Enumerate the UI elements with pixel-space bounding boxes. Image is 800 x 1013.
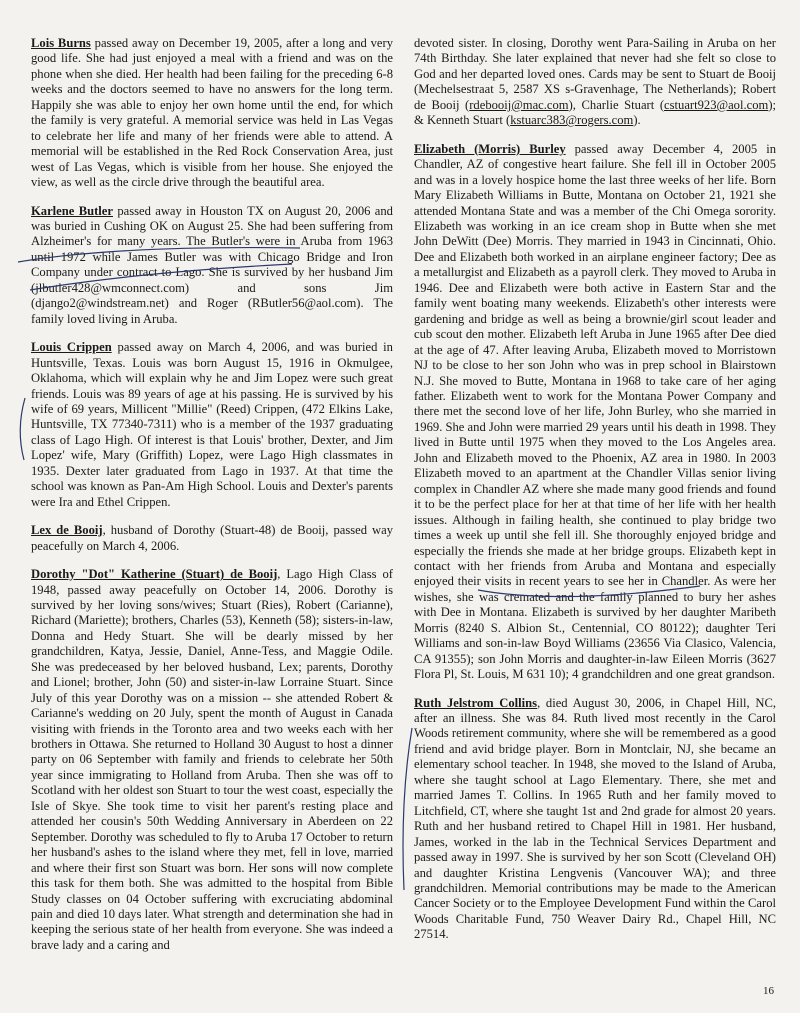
obituary-ruth-collins [414,696,776,943]
obituary-name: Lois Burns [31,36,91,50]
obituary-text: , died August 30, 2006, in Chapel Hill, NC, after an illness. She was 84. Ruth lived most recently in the Carol Woods retirement community, where she will be remembered as a good friend and avid bridge player. Born in Montclair, NJ, she became an elementary school teacher. In 1948, she moved to the Island of Aruba, where she taught school at Lago Elementary. There, she met and married James T. Collins. In 1965 Ruth and her family moved to Litchfield, CT, where she taught 1st and 2nd grade for almost 20 years. Ruth and her husband retired to Chapel Hill in 1981. Her husband, James, worked in the lab in the Technical Services Department and passed away in 1997. She is survived by her son Scott (Cleveland OH) and daughter Kristina Lengvenis (Vancouver WA); and three grandchildren. Memorial contributions may be made to the American Cancer Society or to the Employee Development Fund within the Carol Woods Charitable Fund, 750 Weaver Dairy Rd., Chapel Hill, NC 27514. [414,695,776,942]
left-column [31,36,393,966]
obituary-name: Karlene Butler [31,203,113,218]
obituary-elizabeth-burley [414,142,776,683]
obituary-text: , husband of Dorothy (Stuart-48) de Booij, passed way peacefully on March 4, 2006. [31,523,393,553]
obituary-name: Lex de Booij [31,523,103,538]
email-link[interactable]: rdebooij@mac.com [469,97,569,112]
page-number: 16 [763,985,774,997]
pen-bracket-ruth [403,728,412,890]
obituary-lex-de-booij [31,523,393,554]
pen-bracket-louis [20,398,25,460]
obituary-text: passed away on December 19, 2005, after a long and very good life. She had just enjoyed a meal with a friend and was on the phone when she died. Her health had been failing for the preceding 6-8 weeks and the doctors seemed to have no answers for the long term. Happily she was able to enjoy her own home until the end, for which the family is very grateful. A memorial service was held in Las Vegas to celebrate her life and many of her friends were able to attend. A memorial will be established in the Red Rock Conservation Area, just west of Las Vegas, which is visible from her house. She enjoyed the view, as well as the circle drive through the beautiful area. [31,36,393,190]
obituary-text: passed away December 4, 2005 in Chandler, AZ of congestive heart failure. She fell ill in October 2005 and was in a lovely hospice home the last three weeks of her life. Born Mary Elizabeth Williams in Butte, Montana on October 21, 1921 she attended Montana State and was a member of the Chi Omega sorority. Elizabeth was working in an ice cream shop in Butte when she met John DeWitt (Dee) Morris. They married in 1943 in Cincinnati, Ohio. Dee and Elizabeth both worked in an airplane engineer factory; Dee as a metallurgist and Elizabeth as a payroll clerk. They moved to Aruba in 1946. Dee and Elizabeth were both active in Eastern Star and the family went boating many weekends. Elizabeth's other interests were gardening and bridge as well as being a brownie/girl scout leader and cub scout den mother. Elizabeth left Aruba in June 1965 after Dee died at the age of 47. After leaving Aruba, Elizabeth moved to Morristown NJ to be close to her son John who was in prep school in Blairstown N.J. She moved to Butte, Montana in 1968 to take care of her aging father. Elizabeth went to work for the Montana Power Company and there met the second love of her life, John Burley, who she married in 1969. She and John were married 29 years until his death in 1998. They lived in Butte until 1975 when they moved to the Los Angeles area. John and Elizabeth moved to the Phoenix, AZ area in 1980. In 2003 Elizabeth moved to an apartment at the Chandler Villas senior living complex in Chandler AZ where she made many good friends and found it to be the perfect place for her at that time of her life with her health issues. Although in failing health, she continued to play bridge two times a week up until she fell ill. She thoroughly enjoyed bridge and especially the friends she made at her bridge groups. Elizabeth kept in contact with her friends from Aruba and Montana and especially enjoyed their visits in recent years to see her in Chandler. As were her wishes, she was cremated and the family planned to bury her ashes with Dee in Montana. Elizabeth is survived by her daughter Maribeth Morris (8240 S. Albion St., Centennial, CO 80122); daughter Teri Williams and son-in-law Boyd Williams (23656 Via Clasico, Valencia, CA 91355); son John Morris and daughter-in-law Eileen Morris (3627 Flora Pl, St. Louis, M 631 10); 4 grandchildren and one great grandson. [414,141,776,682]
obituary-lois-burns [31,36,393,191]
obituary-name: Louis Crippen [31,340,112,355]
obituary-name: Elizabeth (Morris) Burley [414,141,566,156]
obituary-name: Dorothy "Dot" Katherine (Stuart) de Booij [31,567,278,582]
obituary-text: passed away in Houston TX on August 20, 2006 and was buried in Cushing OK on August 25. She had been suffering from Alzheimer's for many years. The Butler's were in Aruba from 1963 until 1972 while James Butler was with Chicago Bridge and Iron Company under contract to Lago. She is survived by her husband Jim (jlbutler428@wmconnect.com) and sons Jim (django2@windstream.net) and Roger (RButler56@aol.com). The family loved living in Aruba. [31,203,393,326]
obituary-text: devoted sister. In closing, Dorothy went Para-Sailing in Aruba on her 74th Birthday. She later explained that never had she felt so close to God and her departed loved ones. Cards may be sent to Stuart de Booij (Mechelsestraat 5, 2587 XS s-Gravenhage, The Netherlands); Robert de Booij ( [414,36,776,112]
obituary-text: ), Charlie Stuart ( [568,97,665,112]
obituary-text: ); & Kenneth Stuart ( [414,97,777,128]
obituary-name: Ruth Jelstrom Collins [414,695,538,710]
obituary-louis-crippen [31,340,393,510]
right-column [414,36,776,956]
obituary-dorothy-de-booij [31,567,393,953]
obituary-dorothy-continued [414,36,776,129]
email-link[interactable]: kstuarc383@rogers.com [510,113,634,128]
obituary-text: passed away on March 4, 2006, and was buried in Huntsville, Texas. Louis was born August 15, 1916 in Okmulgee, Oklahoma, which will explain why he and Jim Lopez were such great friends. Louis was 89 years of age at his passing. He is survived by his wife of 69 years, Millicent "Millie" (Reed) Crippen, (472 Elkins Lake, Huntsville, TX 77340-7311) who is a member of the 1937 graduating class of Lago High. Of interest is that Louis' brother, Dexter, and Jim Lopez' wife, Mary (Griffith) Lopez, were Lago High classmates in 1935. Dexter later graduated from Lago in 1937. At that time the school was known as Pan-Am High School. Louis and Dexter's parents were Ira and Ethel Crippen. [31,340,393,509]
email-link[interactable]: cstuart923@aol.com [664,97,769,112]
obituary-text: , Lago High Class of 1948, passed away peacefully on October 14, 2006. Dorothy is survived by her loving sons/wives; Stuart (Ries), Robert (Carianne), Richard (Mariette); brothers, Charles (53), Kenneth (58); sisters-in-law, Donna and Hedy Stuart. She will be dearly missed by her grandchildren, Katya, Jessie, Daniel, Anne-Tess, and Maggie Odile. She was predeceased by her beloved husband, Lex; parents, Dorothy and Lionel; brother, John (50) and sister-in-law Lorraine Stuart. Since July of this year Dorothy was on a mission -- she attended Robert & Carianne's wedding on 20 July, spent the month of August in Canada visiting with friends in the Toronto area and two weeks each with her brothers in Ottawa. She returned to Holland 30 August to host a dinner party on 06 September with family and friends to celebrate her 50th year since immigrating to Holland from Aruba. Then she was off to Scotland with her oldest son Stuart to tour the west coast, especially the Isle of Skye. She took time to visit her parent's resting place and attended her cousin's 50th Wedding Anniversary in Aberdeen on 22 September. Dorothy was scheduled to fly to Aruba 17 October to return her husband's ashes to the island where they met, fell in love, married and where their first son Stuart was born. Her sons will now complete this task for them both. She was admitted to the hospital from Bible Study classes on 04 October suffering with excruciating abdominal pain and died 10 days later. What strength and determination she had in keeping the serious state of her health from everyone. She was indeed a brave lady and a caring and [31,567,393,952]
obituary-karlene-butler [31,204,393,328]
obituary-text: ). [633,113,641,128]
